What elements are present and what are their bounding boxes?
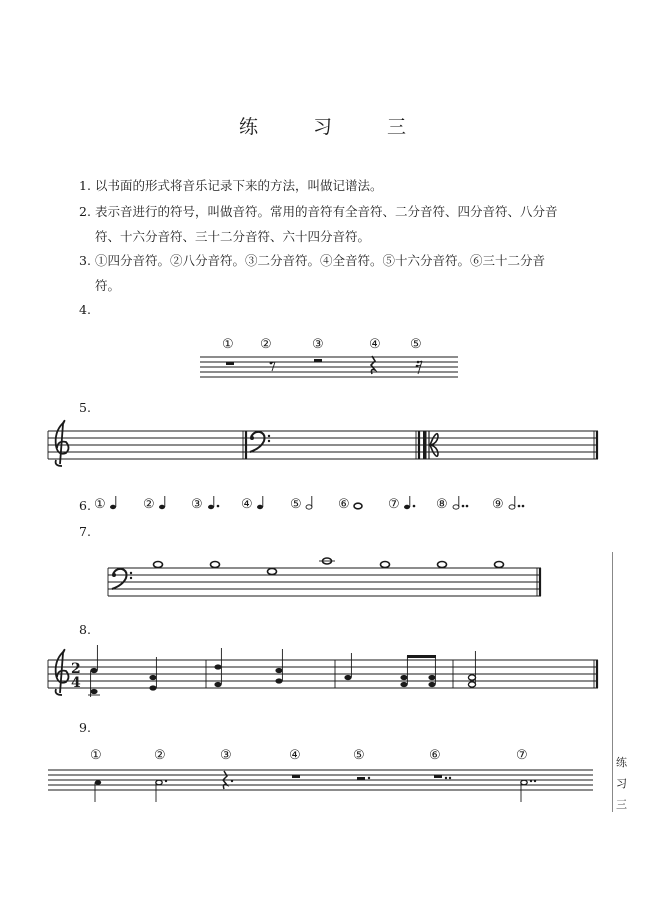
ex8-staff xyxy=(48,660,598,695)
ex6-mark-4: ④ xyxy=(241,497,253,512)
ex9-mark-3: ③ xyxy=(220,748,232,763)
chord xyxy=(90,645,97,697)
side-char: 习 xyxy=(616,777,627,790)
ex6-note-2 xyxy=(159,496,165,509)
item-text-line: ①四分音符。②八分音符。③二分音符。④全音符。⑤十六分音符。⑥三十二分音 xyxy=(95,253,546,268)
item-number: 1. xyxy=(79,178,91,193)
item-text: 以书面的形式将音乐记录下来的方法，叫做记谱法。 xyxy=(95,178,383,193)
ex9-mark-7: ⑦ xyxy=(516,748,528,763)
ex6-mark-7: ⑦ xyxy=(388,497,400,512)
ex6-note-8 xyxy=(453,496,468,509)
side-char: 三 xyxy=(616,798,627,811)
eighth-rest xyxy=(270,362,275,371)
bass-clef xyxy=(250,432,270,452)
page-title: 练 习 三 xyxy=(238,116,424,138)
ex6-note-1 xyxy=(110,496,116,509)
ex5-staff xyxy=(48,431,598,459)
label-7: 7. xyxy=(79,524,91,539)
item-number: 2. xyxy=(79,204,91,219)
ex9-mark-4: ④ xyxy=(289,748,301,763)
double-dotted-half-note xyxy=(521,780,536,802)
label-9: 9. xyxy=(79,720,91,735)
half-rest xyxy=(226,362,234,365)
label-8: 8. xyxy=(79,622,91,637)
item-text-line: 符、十六分音符、三十二分音符、六十四分音符。 xyxy=(95,229,371,244)
ex6-mark-9: ⑨ xyxy=(492,497,504,512)
ex9-mark-6: ⑥ xyxy=(429,748,441,763)
ex9-staff xyxy=(48,770,593,790)
ex6-note-4 xyxy=(257,496,263,509)
ex9-mark-1: ① xyxy=(90,748,102,763)
ex9-mark-5: ⑤ xyxy=(353,748,365,763)
ex4-mark-5: ⑤ xyxy=(410,337,422,352)
ex4-staff xyxy=(200,357,458,377)
label-4: 4. xyxy=(79,302,91,317)
label-6: 6. xyxy=(79,498,91,513)
bass-clef xyxy=(112,569,132,589)
ex6-note-5 xyxy=(306,496,312,509)
side-rule xyxy=(612,552,613,812)
ex6-note-3 xyxy=(208,496,219,509)
ex9-mark-2: ② xyxy=(154,748,166,763)
ex6-note-6 xyxy=(354,503,362,509)
double-dotted-whole-rest xyxy=(434,775,451,779)
ex4-mark-2: ② xyxy=(260,337,272,352)
ex6-mark-1: ① xyxy=(94,497,106,512)
quarter-rest xyxy=(371,356,375,374)
ex6-mark-6: ⑥ xyxy=(338,497,350,512)
half-chord xyxy=(468,651,475,687)
chord xyxy=(275,649,282,684)
whole-note xyxy=(438,562,447,568)
side-tab xyxy=(616,752,628,815)
time-signature-top: 2 xyxy=(71,661,81,677)
whole-rest xyxy=(292,775,300,778)
ex4-mark-3: ③ xyxy=(312,337,324,352)
quarter-note xyxy=(95,780,101,802)
time-signature-bottom: 4 xyxy=(71,675,81,691)
ex4-mark-1: ① xyxy=(222,337,234,352)
ex6-mark-8: ⑧ xyxy=(436,497,448,512)
dotted-half-note xyxy=(156,780,167,802)
ex6-mark-2: ② xyxy=(143,497,155,512)
ex6-mark-3: ③ xyxy=(191,497,203,512)
ex7-staff xyxy=(108,561,541,596)
ex6-mark-5: ⑤ xyxy=(290,497,302,512)
whole-note xyxy=(211,562,220,568)
dotted-half-rest xyxy=(357,777,370,780)
label-5: 5. xyxy=(79,400,91,415)
whole-note xyxy=(495,562,504,568)
ex4-mark-4: ④ xyxy=(369,337,381,352)
whole-note xyxy=(268,569,277,575)
item-text-line: 表示音进行的符号，叫做音符。常用的音符有全音符、二分音符、四分音符、八分音 xyxy=(95,204,558,219)
ex6-note-7 xyxy=(404,496,415,509)
whole-note xyxy=(381,562,390,568)
item-text-line: 符。 xyxy=(95,278,121,293)
item-number: 3. xyxy=(79,253,91,268)
ex6-note-9 xyxy=(509,496,524,509)
whole-rest xyxy=(314,359,322,362)
whole-note xyxy=(154,562,163,568)
side-char: 练 xyxy=(616,756,627,769)
